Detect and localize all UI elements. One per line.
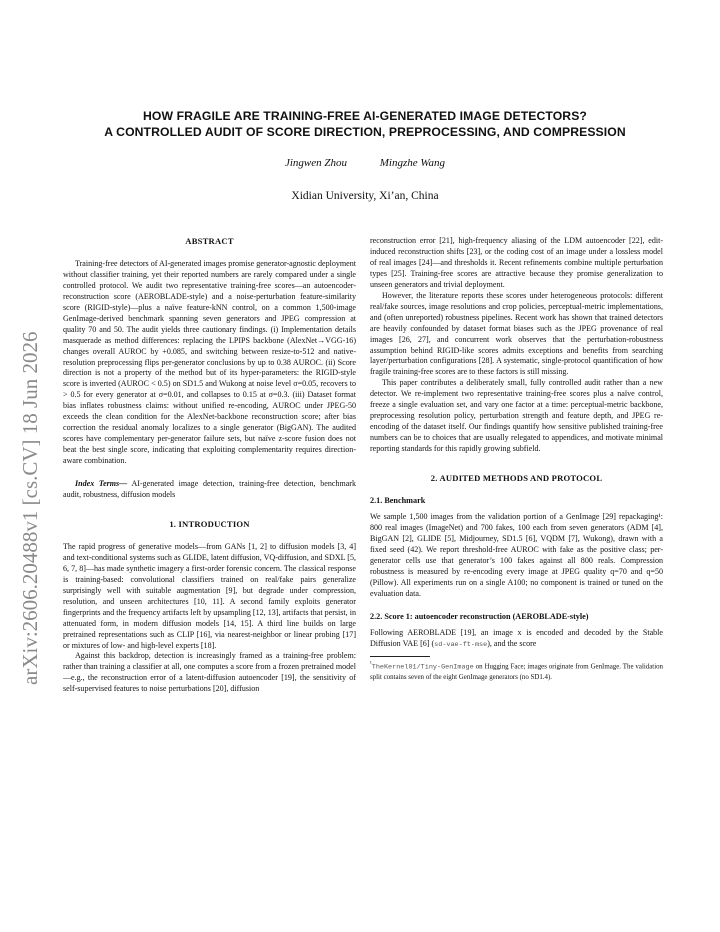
index-terms [63, 479, 356, 501]
title-line-1: HOW FRAGILE ARE TRAINING-FREE AI-GENERATED IMAGE DETECTORS? [143, 109, 587, 123]
section-heading-methods: 2. AUDITED METHODS AND PROTOCOL [430, 473, 603, 484]
footnote-rule [370, 656, 430, 657]
author-name: Mingzhe Wang [379, 157, 446, 169]
intro-paragraph: The rapid progress of generative models—from GANs [1, 2] to diffusion models [3, 4] and text-conditional systems such as GLIDE, latent diffusion, VQ-diffusion, and SDXL [5, 6, 7, 8]—has made synthetic imagery a first-order forensic concern. The classical response is training-based: convolutional classifiers trained on real/fake pairs generalize surprisingly well with suitable augmentation [9], but degrade under compression, resolution, and unseen architectures [10, 11]. A second family exploits generator fingerprints and the frequency artifacts left by upsampling [12, 13], artifacts that persist, in attenuated form, in modern diffusion models [14, 15]. A third line builds on large pretrained representations such as CLIP [16], via nearest-neighbor or linear probing [17] or mixtures of low- and high-level experts [18]. [63, 541, 356, 650]
abstract-text: Training-free detectors of AI-generated images promise generator-agnostic deployment without classifier training, yet their reported numbers are rarely compared under a single controlled protocol. We audit two representative training-free scores—an autoencoder-reconstruction score (AEROBLADE-style) and a noise-perturbation feature-similarity score (RIGID-style)—plus a naïve feature-kNN control, on a common 1,500-image GenImage-derived benchmark spanning seven generators and JPEG compression at quality 70 and 50. The audit yields three cautionary findings. (i) Implementation details masquerade as method differences: replacing the LPIPS backbone (AlexNet→VGG-16) changes overall AUROC by +0.085, and switching between resize-to-512 and native-resolution preprocessing flips per-generator conclusions by up to 0.38 AUROC. (ii) Score direction is not a property of the method but of its hyper-parameters: the RIGID-style score is inverted (AUROC < 0.5) on SD1.5 and Wukong at noise level σ=0.05, recovers to > 0.5 for every generator at σ=0.01, and collapses to 0.15 at σ=0.3. (iii) Dataset format bias inflates robustness claims: without unified re-encoding, AUROC under JPEG-50 exceeds the clean condition for the AlexNet-backbone reconstruction score; after bias correction the residual anomaly localizes to a single generator (BigGAN). The audited scores have complementary per-generator failure sets, but naïve z-score fusion does not beat the best single score, indicating that exploiting complementarity requires direction-aware combination. [63, 258, 356, 466]
affiliation: Xidian University, Xi’an, China [291, 190, 439, 202]
intro-paragraph: However, the literature reports these scores under heterogeneous protocols: different real/fake sources, image resolutions and crop policies, perceptual-metric implementations, and (often unreported) robustness pipelines. Recent work has shown that trained detectors are heavily confounded by dataset format biases such as the JPEG provenance of real images [26, 27], and concurrent work observes that the perturbation-robustness assumption behind RIGID-like scores admits exceptions and benefits from searching layer/perturbation configurations [28]. A systematic, single-protocol quantification of how fragile training-free scores are to these factors is still missing. [370, 290, 663, 377]
paper-title [60, 108, 670, 140]
author-name: Jingwen Zhou [284, 157, 347, 169]
intro-paragraph: Against this backdrop, detection is increasingly framed as a training-free problem: rather than training a classifier at all, one computes a score from a frozen pretrained model—e.g., the reconstruction error of a latent-diffusion autoencoder [19], the sensitivity of self-supervised features to noise perturbations [20], diffusion [63, 651, 356, 694]
score1-text: Following AEROBLADE [19], an image x is encoded and decoded by the Stable Diffusion VAE [6] ( [370, 627, 663, 648]
index-terms-text: AI-generated image detection, training-free detection, benchmark audit, robustness, diffusion models [63, 479, 356, 500]
subsection-heading-score1: 2.2. Score 1: autoencoder reconstruction (AEROBLADE-style) [370, 611, 589, 621]
title-line-2: A CONTROLLED AUDIT OF SCORE DIRECTION, PREPROCESSING, AND COMPRESSION [104, 125, 626, 139]
intro-paragraph: reconstruction error [21], high-frequency aliasing of the LDM autoencoder [22], edit-induced reconstruction shifts [23], or the coding cost of an image under a lossless model of real images [24]—and thresholds it. Recent refinements combine multiple perturbation types [25]. Training-free scores are attractive because they promise generalization to unseen generators and trivial deployment. [370, 236, 663, 289]
score1-paragraph [370, 628, 663, 651]
section-heading-introduction: 1. INTRODUCTION [169, 518, 250, 529]
score1-text: ), and the score [487, 638, 537, 648]
arxiv-stamp-text: arXiv:2606.20488v1 [cs.CV] 18 Jun 2026 [20, 331, 42, 685]
footnote-dataset-code: TheKernel01/Tiny-GenImage [371, 663, 474, 672]
index-terms-label: Index Terms— [75, 479, 128, 489]
arxiv-stamp [20, 230, 44, 690]
subsection-heading-benchmark: 2.1. Benchmark [370, 496, 426, 506]
right-column [370, 236, 663, 682]
intro-paragraph: This paper contributes a deliberately small, fully controlled audit rather than a new detector. We re-implement two representative training-free scores plus a naïve control, freeze a single evaluation set, and vary one factor at a time: perceptual-metric backbone, preprocessing resolution policy, perturbation strength and feature depth, and JPEG re-encoding of the dataset itself. Our findings quantify how sensitive published training-free numbers can be to choices that are usually relegated to appendices, and motivate minimal reporting standards for this rapidly growing subfield. [370, 378, 663, 454]
left-column [63, 236, 356, 695]
footnote [370, 660, 663, 681]
benchmark-paragraph: We sample 1,500 images from the validation portion of a GenImage [29] repackaging¹: 800 real images (ImageNet) and 700 fakes, 100 each from seven generators (ADM [4], BigGAN [2], GLIDE [5], Midjourney, SD1.5 [6], VQDM [7], Wukong), drawn with a fixed seed (42). We report threshold-free AUROC with fake as the positive class; per-generator cells use that generator’s 100 fakes against all 800 reals. Compression robustness is measured by re-encoding every image at JPEG quality q=70 and q=50 (Pillow). All experiments run on a single A100; no component is trained or tuned on the evaluation data. [370, 511, 663, 598]
abstract-heading: ABSTRACT [185, 236, 234, 246]
footnote-mark: ¹ [370, 661, 372, 668]
vae-model-code: sd-vae-ft-mse [434, 640, 488, 649]
footnote-text: on Hugging Face; images originate from GenImage. The validation split contains seven of the eight GenImage generators (no SD1.4). [370, 663, 663, 681]
author-list [60, 157, 670, 169]
